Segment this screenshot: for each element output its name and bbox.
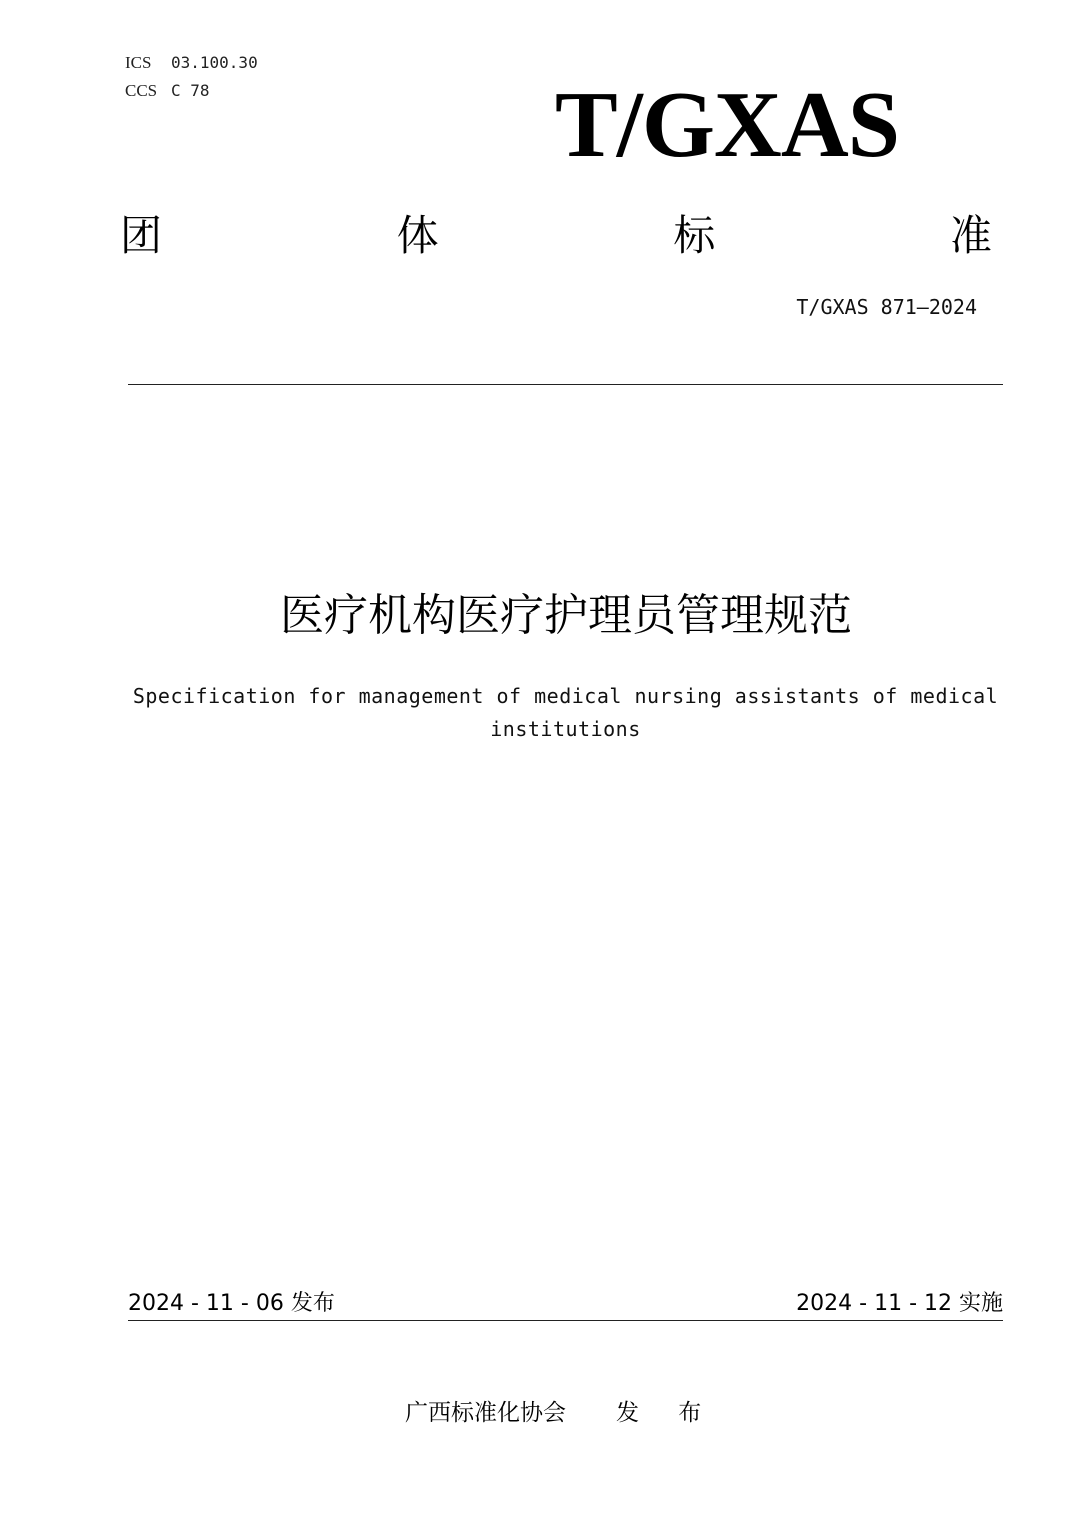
bottom-divider bbox=[128, 1320, 1003, 1321]
category-char: 准 bbox=[949, 211, 992, 260]
category-char: 标 bbox=[673, 211, 716, 260]
issuer-action: 发 布 bbox=[616, 1400, 718, 1426]
standard-code-logo: T/GXAS bbox=[555, 73, 899, 177]
category-char: 体 bbox=[396, 211, 439, 260]
ccs-value: C 78 bbox=[171, 81, 210, 100]
ccs-code bbox=[125, 81, 210, 101]
ccs-label: CCS bbox=[125, 81, 158, 100]
ics-value: 03.100.30 bbox=[171, 53, 258, 72]
ics-code bbox=[125, 53, 258, 73]
top-divider bbox=[128, 384, 1003, 385]
implementation-date: 2024 - 11 - 12 实施 bbox=[796, 1291, 1003, 1316]
standard-category bbox=[120, 210, 992, 262]
standard-number: T/GXAS 871—2024 bbox=[796, 295, 977, 319]
document-title-english: Specification for management of medical nursing assistants of medical institutions bbox=[132, 684, 999, 741]
ics-label: ICS bbox=[125, 53, 152, 72]
category-char: 团 bbox=[120, 211, 163, 260]
issue-date: 2024 - 11 - 06 发布 bbox=[128, 1291, 335, 1316]
issuer-organization: 广西标准化协会 bbox=[405, 1400, 566, 1426]
document-title-chinese: 医疗机构医疗护理员管理规范 bbox=[280, 590, 852, 641]
issuer-line bbox=[405, 1394, 717, 1427]
